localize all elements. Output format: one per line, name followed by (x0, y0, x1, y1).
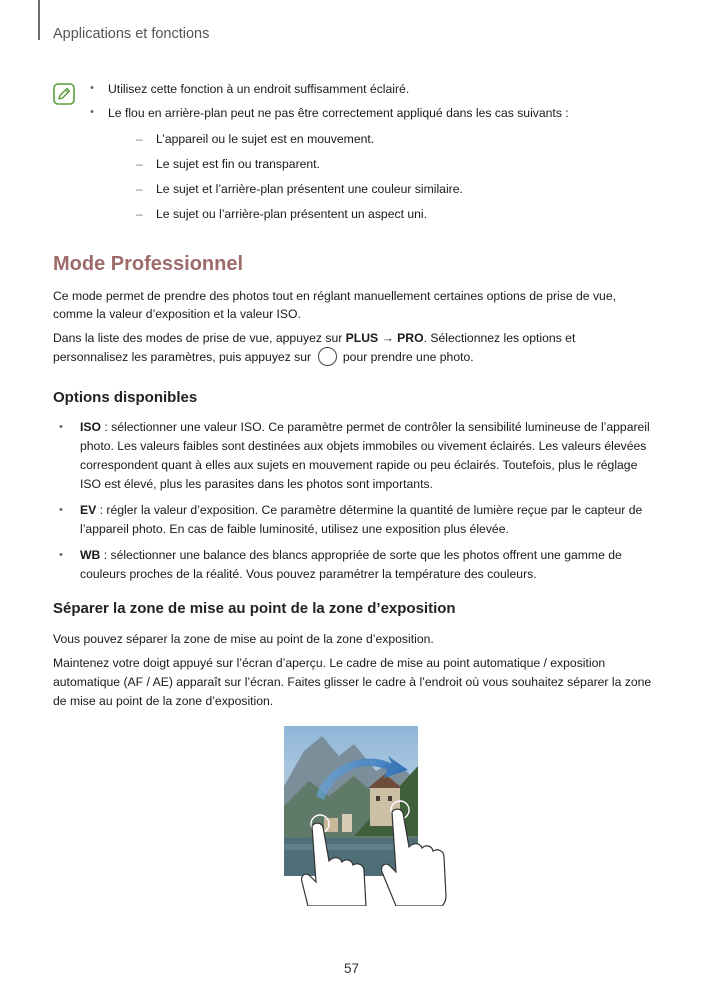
option-iso (53, 418, 653, 494)
note-bullet: • Utilisez cette fonction à un endroit suffisamment éclairé. (90, 82, 670, 96)
note-sub-list (136, 132, 670, 221)
focus-exposure-illustration (284, 726, 474, 906)
option-wb (53, 546, 653, 584)
header-rule (38, 0, 40, 40)
separate-paragraph-2: Maintenez votre doigt appuyé sur l’écran d’aperçu. Le cadre de mise au point automatique / exposition automatique (AF / AE) apparaît sur l’écran. Faites glisser le cadre à l’endroit où vous souhaitez séparer la zone de mise au point de la zone d’exposition. (53, 656, 652, 708)
note-pencil-icon (53, 83, 75, 105)
separate-paragraph-1: Vous pouvez séparer la zone de mise au point de la zone d’exposition. (53, 632, 434, 646)
instruction-middle: . Sélectionnez les options et personnalisez les paramètres, puis appuyez sur (53, 331, 576, 364)
instruction-after: pour prendre une photo. (339, 350, 474, 364)
note-sub-item: – L’appareil ou le sujet est en mouvement. (136, 132, 670, 146)
option-ev (53, 501, 653, 539)
page-number: 57 (343, 961, 360, 976)
intro-paragraph: Ce mode permet de prendre des photos tout en réglant manuellement certaines options de prise de vue, comme la valeur d’exposition et la valeur ISO. (53, 289, 616, 321)
instruction-before: Dans la liste des modes de prise de vue, appuyez sur (53, 331, 346, 345)
arrow-text: → (378, 331, 398, 345)
option-text: : sélectionner une valeur ISO. Ce paramètre permet de contrôler la sensibilité lumineuse de l’appareil photo. Les valeurs faibles sont destinées aux objets immobiles ou vivement éclairés. Les valeurs élevées correspondent quant à elles aux sujets en mouvement rapide ou peu éclairés. Toutefois, plus le réglage ISO est élevé, plus les parasites dans les photos sont importants. (80, 420, 650, 491)
note-sub-item: – Le sujet est fin ou transparent. (136, 157, 670, 171)
note-sub-item: – Le sujet ou l’arrière-plan présentent un aspect uni. (136, 207, 670, 221)
option-term: ISO (80, 420, 101, 434)
section-title: Mode Professionnel (53, 253, 244, 275)
note-bullet-text: Le flou en arrière-plan peut ne pas être correctement appliqué dans les cas suivants : (108, 106, 569, 120)
plus-label: PLUS (345, 331, 379, 345)
header-title: Applications et fonctions (53, 26, 210, 42)
option-term: WB (80, 548, 101, 562)
note-list (90, 82, 670, 232)
options-heading: Options disponibles (53, 389, 198, 406)
option-text: : sélectionner une balance des blancs appropriée de sorte que les photos offrent une gamme de couleurs proches de la réalité. Vous pouvez paramétrer la température des couleurs. (80, 548, 622, 581)
instruction-paragraph (53, 329, 653, 366)
option-term: EV (80, 503, 97, 517)
options-list (53, 418, 653, 591)
shutter-button-icon (318, 347, 337, 366)
note-bullet (90, 106, 670, 221)
pro-label: PRO (397, 331, 424, 345)
note-sub-item: – Le sujet et l’arrière-plan présentent une couleur similaire. (136, 182, 670, 196)
separate-heading: Séparer la zone de mise au point de la zone d’exposition (53, 600, 456, 617)
option-text: : régler la valeur d’exposition. Ce paramètre détermine la quantité de lumière reçue par le capteur de l’appareil photo. En cas de faible luminosité, utilisez une exposition plus élevée. (80, 503, 643, 536)
